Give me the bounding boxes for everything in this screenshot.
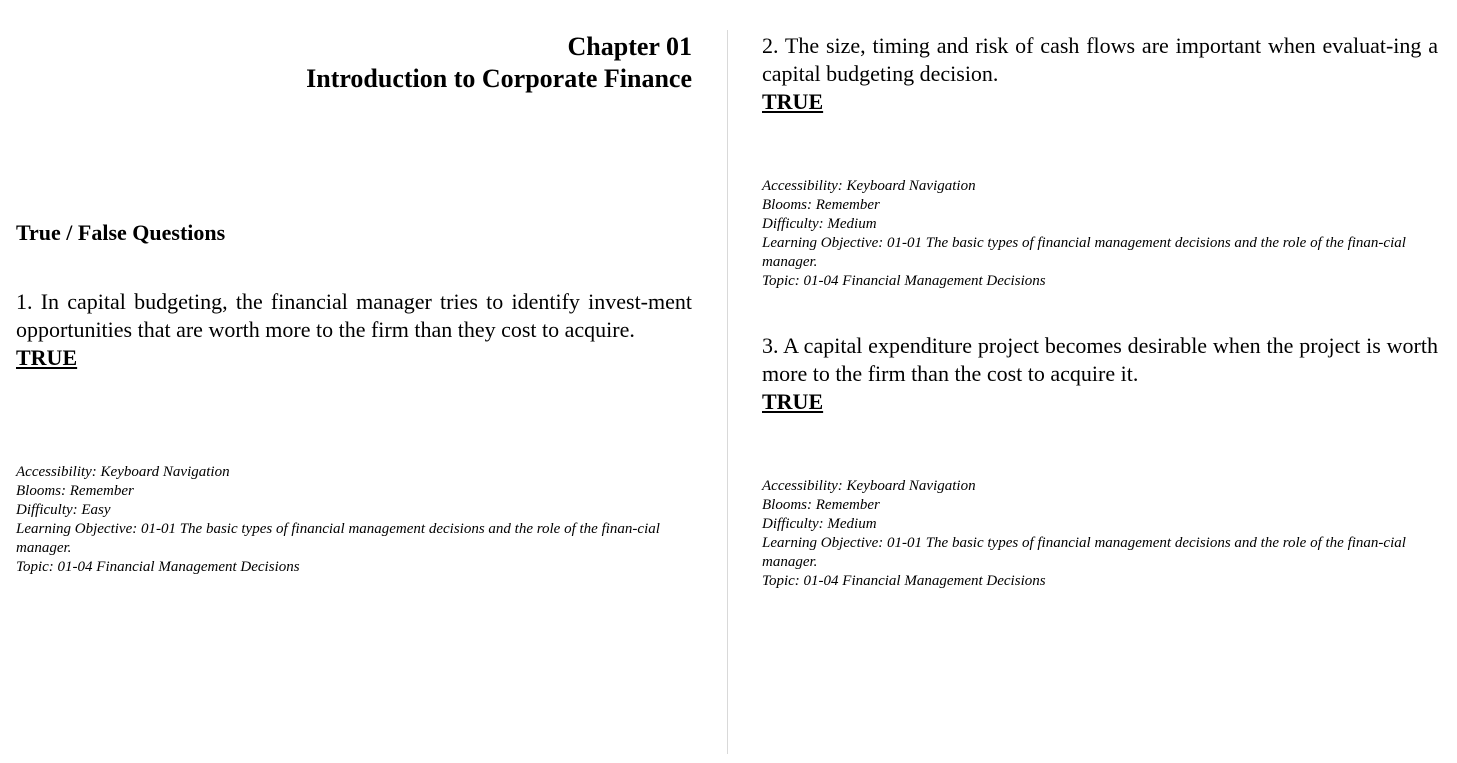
meta-accessibility: Accessibility: Keyboard Navigation [762,478,976,494]
meta-difficulty: Difficulty: Medium [762,216,877,232]
question-3 [762,332,1438,416]
question-1-answer: TRUE [16,345,78,370]
meta-learning-objective: Learning Objective: 01-01 The basic types of financial management decisions and the role of the finan-cial manager. [762,535,1406,570]
question-3-answer: TRUE [762,389,824,414]
meta-blooms: Blooms: Remember [762,197,880,213]
chapter-title: Introduction to Corporate Finance [306,64,692,93]
meta-learning-objective: Learning Objective: 01-01 The basic types of financial management decisions and the role of the finan-cial manager. [16,521,660,556]
question-2-metadata [762,177,1438,291]
meta-difficulty: Difficulty: Medium [762,516,877,532]
question-3-text: 3. A capital expenditure project becomes desirable when the project is worth more to the firm than the cost to acquire it. [762,333,1438,386]
meta-learning-objective: Learning Objective: 01-01 The basic types of financial management decisions and the role of the finan-cial manager. [762,235,1406,270]
meta-topic: Topic: 01-04 Financial Management Decisions [762,273,1046,289]
question-1 [16,288,692,372]
meta-topic: Topic: 01-04 Financial Management Decisions [16,559,300,575]
meta-blooms: Blooms: Remember [762,497,880,513]
meta-topic: Topic: 01-04 Financial Management Decisions [762,573,1046,589]
question-1-metadata [16,463,692,577]
left-page [16,0,692,763]
section-title: True / False Questions [16,220,226,245]
chapter-heading [306,31,692,95]
chapter-number: Chapter 01 [567,32,692,61]
meta-accessibility: Accessibility: Keyboard Navigation [762,178,976,194]
meta-accessibility: Accessibility: Keyboard Navigation [16,464,230,480]
question-1-text: 1. In capital budgeting, the financial manager tries to identify invest-ment opportunities that are worth more to the firm than they cost to acquire. [16,289,692,342]
meta-blooms: Blooms: Remember [16,483,134,499]
right-page [762,0,1438,763]
question-2-text: 2. The size, timing and risk of cash flows are important when evaluat-ing a capital budgeting decision. [762,33,1438,86]
question-2-answer: TRUE [762,89,824,114]
column-divider [727,30,728,754]
question-2 [762,32,1438,116]
meta-difficulty: Difficulty: Easy [16,502,111,518]
question-3-metadata [762,477,1438,591]
